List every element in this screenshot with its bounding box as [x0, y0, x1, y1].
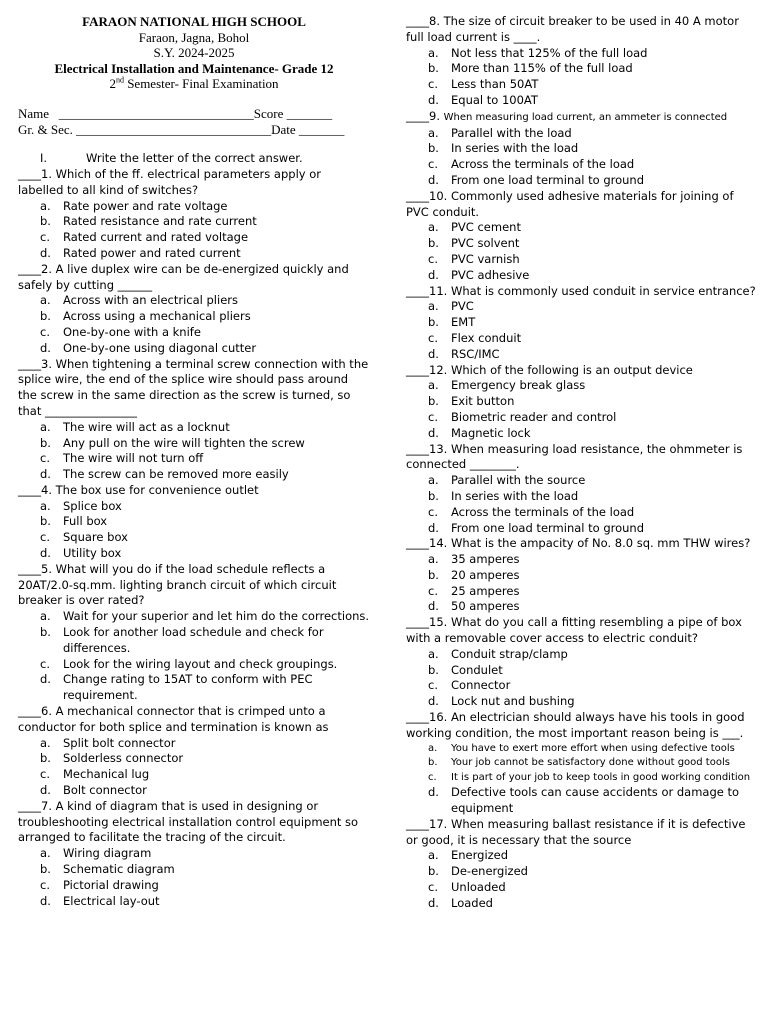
question-stem: ____10. Commonly used adhesive materials for joining of PVC conduit.	[406, 188, 734, 219]
option-letter: b.	[428, 315, 439, 330]
option-letter: a.	[40, 293, 51, 308]
question-8	[406, 14, 758, 109]
option-letter: a.	[40, 846, 51, 861]
option-letter: b.	[428, 394, 439, 409]
option-letter: b.	[428, 236, 439, 251]
option	[406, 315, 758, 331]
option-text: Across the terminals of the load	[451, 504, 635, 519]
option-letter: b.	[428, 141, 439, 156]
option-text: PVC cement	[451, 220, 521, 235]
option	[18, 325, 370, 341]
semester-title: Semester- Final Examination	[123, 76, 279, 92]
question-stem: ____1. Which of the ff. electrical parameters apply or labelled to all kind of switches?	[18, 166, 321, 197]
option	[406, 347, 758, 363]
option-letter: d.	[40, 546, 51, 561]
option	[18, 436, 370, 452]
question-stem: ____13. When measuring load resistance, the ohmmeter is connected ________.	[406, 441, 743, 472]
grade-date-field[interactable]: Gr. & Sec. ______________________________Date _______	[18, 121, 345, 137]
question-2	[18, 262, 370, 357]
option-text: You have to exert more effort when using defective tools	[451, 742, 735, 754]
option	[18, 657, 370, 673]
question-5	[18, 562, 370, 704]
option	[18, 736, 370, 752]
option-text: 35 amperes	[451, 552, 520, 567]
option-letter: c.	[40, 767, 50, 782]
option	[406, 896, 758, 912]
option-text: Look for another load schedule and check for differences.	[63, 625, 324, 655]
option-text: EMT	[451, 315, 476, 330]
question-14	[406, 536, 758, 615]
option-letter: d.	[428, 346, 439, 361]
option	[406, 46, 758, 62]
school-year: S.Y. 2024-2025	[153, 45, 235, 61]
option	[18, 309, 370, 325]
option	[18, 878, 370, 894]
option-letter: b.	[40, 435, 51, 450]
question-stem: ____12. Which of the following is an output device	[406, 362, 693, 377]
option-text: One-by-one using diagonal cutter	[63, 340, 257, 355]
option	[406, 93, 758, 109]
option-text: Flex conduit	[451, 330, 522, 345]
option	[406, 521, 758, 537]
option-text: More than 115% of the full load	[451, 61, 633, 76]
option-letter: b.	[40, 214, 51, 229]
option	[18, 672, 370, 704]
option-letter: c.	[428, 409, 438, 424]
option-text: Look for the wiring layout and check groupings.	[63, 656, 338, 671]
option-letter: d.	[428, 599, 439, 614]
option-text: Not less that 125% of the full load	[451, 45, 648, 60]
option-text: Rated power and rated current	[63, 245, 241, 260]
option	[18, 625, 370, 657]
option-list	[406, 126, 758, 189]
option-text: Equal to 100AT	[451, 92, 538, 107]
option-text: PVC solvent	[451, 236, 520, 251]
option-letter: b.	[40, 309, 51, 324]
option-text: Electrical lay-out	[63, 893, 160, 908]
option-letter: c.	[40, 877, 50, 892]
semester-number: 2	[109, 76, 116, 92]
option-text: In series with the load	[451, 488, 579, 503]
option-text: Exit button	[451, 394, 515, 409]
question-stem: ____8. The size of circuit breaker to be used in 40 A motor full load current is ____.	[406, 14, 739, 44]
question-4	[18, 483, 370, 562]
option	[406, 252, 758, 268]
option-letter: d.	[40, 783, 51, 798]
option-text: Change rating to 15AT to conform with PEC requirement.	[63, 672, 313, 703]
option-letter: a.	[428, 45, 439, 60]
option-text: Full box	[63, 514, 108, 529]
option	[406, 756, 758, 771]
option-letter: d.	[40, 672, 51, 687]
semester-line	[18, 76, 370, 92]
option	[406, 410, 758, 426]
option	[406, 331, 758, 347]
option-letter: a.	[40, 198, 51, 213]
option-letter: a.	[40, 419, 51, 434]
option	[406, 678, 758, 694]
option-text: Mechanical lug	[63, 767, 150, 782]
option-text: 50 amperes	[451, 599, 520, 614]
option-letter: d.	[428, 895, 439, 910]
option-text: PVC varnish	[451, 251, 520, 266]
spacer	[18, 137, 370, 151]
question-9	[406, 109, 758, 189]
option	[406, 61, 758, 77]
option-text: One-by-one with a knife	[63, 324, 201, 339]
option-text: Less than 50AT	[451, 77, 539, 92]
question-3	[18, 357, 370, 483]
option-text: Unloaded	[451, 879, 506, 894]
option-text: Any pull on the wire will tighten the screw	[63, 435, 305, 450]
section-heading	[18, 151, 370, 167]
question-10	[406, 189, 758, 284]
question-stem	[406, 109, 758, 126]
name-score-field[interactable]: Name ______________________________Score _______	[18, 105, 333, 121]
question-6	[18, 704, 370, 799]
option-letter: a.	[428, 552, 439, 567]
question-stem: ____2. A live duplex wire can be de-energized quickly and safely by cutting ______	[18, 261, 349, 292]
question-stem: ____5. What will you do if the load schedule reflects a 20AT/2.0-sq.mm. lighting branch circuit of which circuit breaker is over rated?	[18, 561, 337, 608]
option-list	[18, 609, 370, 704]
option	[18, 846, 370, 862]
option-text: Emergency break glass	[451, 378, 586, 393]
option	[18, 214, 370, 230]
option	[18, 230, 370, 246]
option-text: Pictorial drawing	[63, 877, 159, 892]
option	[18, 293, 370, 309]
option-letter: c.	[428, 583, 438, 598]
option-text: Across with an electrical pliers	[63, 293, 238, 308]
option-text: Across using a mechanical pliers	[63, 309, 251, 324]
school-address: Faraon, Jagna, Bohol	[138, 29, 250, 45]
option-list	[406, 552, 758, 615]
option	[406, 157, 758, 173]
option-text: PVC	[451, 299, 474, 314]
option-letter: c.	[428, 771, 437, 783]
option-list	[18, 736, 370, 799]
spacer	[18, 92, 370, 106]
option-list	[18, 499, 370, 562]
option	[18, 767, 370, 783]
question-stem: ____3. When tightening a terminal screw connection with the splice wire, the end of the splice wire should pass around the screw in the same direction as the screw is turned, so that ________________	[18, 356, 369, 418]
option-text: Magnetic lock	[451, 425, 531, 440]
option-text: Conduit strap/clamp	[451, 646, 568, 661]
option-text: Parallel with the load	[451, 125, 572, 140]
option	[406, 126, 758, 142]
option-letter: c.	[40, 451, 50, 466]
option-text: Across the terminals of the load	[451, 157, 635, 172]
option-letter: c.	[428, 251, 438, 266]
option-list	[406, 299, 758, 362]
option-text: Energized	[451, 848, 509, 863]
option-letter: d.	[428, 520, 439, 535]
option	[406, 663, 758, 679]
option	[18, 546, 370, 562]
option-text: Square box	[63, 530, 128, 545]
option-text: The wire will not turn off	[63, 451, 204, 466]
option-letter: a.	[428, 125, 439, 140]
option-letter: b.	[428, 61, 439, 76]
option-letter: d.	[428, 172, 439, 187]
option	[406, 426, 758, 442]
option-letter: c.	[428, 157, 438, 172]
option-list	[18, 293, 370, 356]
option-text: De-energized	[451, 864, 528, 879]
option-letter: b.	[40, 751, 51, 766]
option-letter: c.	[40, 324, 50, 339]
option-letter: a.	[40, 609, 51, 624]
option	[406, 785, 758, 817]
option	[18, 894, 370, 910]
option-list	[406, 220, 758, 283]
option	[18, 451, 370, 467]
option	[18, 514, 370, 530]
option-letter: c.	[428, 879, 438, 894]
option	[18, 467, 370, 483]
option-letter: b.	[40, 862, 51, 877]
option-letter: c.	[40, 530, 50, 545]
option-text: Loaded	[451, 895, 493, 910]
option	[406, 378, 758, 394]
option-text: Bolt connector	[63, 783, 147, 798]
option	[406, 268, 758, 284]
option-text: Rate power and rate voltage	[63, 198, 228, 213]
option-letter: b.	[428, 488, 439, 503]
question-12	[406, 363, 758, 442]
question-stem: ____7. A kind of diagram that is used in designing or troubleshooting electrical installation control equipment so arranged to facilitate the tracing of the circuit.	[18, 798, 359, 845]
option-letter: a.	[428, 220, 439, 235]
option	[406, 880, 758, 896]
option-text: Splice box	[63, 498, 122, 513]
option-text: Wait for your superior and let him do the corrections.	[63, 609, 370, 624]
option-text: Parallel with the source	[451, 473, 586, 488]
option-letter: b.	[428, 864, 439, 879]
option-list	[18, 199, 370, 262]
option-text: From one load terminal to ground	[451, 520, 645, 535]
option	[406, 864, 758, 880]
question-15	[406, 615, 758, 710]
option-letter: b.	[428, 662, 439, 677]
option	[406, 599, 758, 615]
option-letter: d.	[428, 425, 439, 440]
option-list	[406, 378, 758, 441]
option-letter: d.	[40, 893, 51, 908]
option-text: 20 amperes	[451, 567, 520, 582]
option	[406, 505, 758, 521]
option-letter: b.	[428, 757, 438, 769]
question-number: ____9.	[406, 108, 444, 123]
question-13	[406, 442, 758, 537]
option	[18, 751, 370, 767]
option	[406, 742, 758, 757]
option-letter: a.	[428, 646, 439, 661]
option	[406, 173, 758, 189]
subject-title: Electrical Installation and Maintenance- Grade 12	[54, 60, 334, 76]
option-letter: a.	[428, 378, 439, 393]
option-text: RSC/IMC	[451, 346, 500, 361]
option-letter: b.	[40, 514, 51, 529]
school-name: FARAON NATIONAL HIGH SCHOOL	[82, 14, 306, 29]
question-11	[406, 284, 758, 363]
option-text: Schematic diagram	[63, 862, 175, 877]
option-text: Split bolt connector	[63, 735, 176, 750]
option-letter: d.	[40, 340, 51, 355]
option-text: Condulet	[451, 662, 503, 677]
option	[406, 848, 758, 864]
option-letter: c.	[428, 330, 438, 345]
question-7	[18, 799, 370, 910]
question-stem: ____14. What is the ampacity of No. 8.0 sq. mm THW wires?	[406, 536, 751, 551]
option	[18, 783, 370, 799]
option-text: The wire will act as a locknut	[63, 419, 230, 434]
option	[406, 77, 758, 93]
option-list	[406, 848, 758, 911]
option-letter: c.	[428, 678, 438, 693]
option	[406, 489, 758, 505]
question-16	[406, 710, 758, 817]
option-text: 25 amperes	[451, 583, 520, 598]
option-text: Rated current and rated voltage	[63, 230, 249, 245]
option-text: Rated resistance and rate current	[63, 214, 257, 229]
option-list	[406, 742, 758, 817]
option-letter: c.	[428, 504, 438, 519]
option-text: Solderless connector	[63, 751, 184, 766]
option	[18, 862, 370, 878]
option-letter: d.	[428, 785, 439, 800]
option	[18, 420, 370, 436]
question-text: When measuring load current, an ammeter is connected	[443, 111, 728, 123]
option	[406, 299, 758, 315]
option-letter: a.	[40, 735, 51, 750]
option-letter: a.	[428, 742, 438, 754]
section-instruction: Write the letter of the correct answer.	[86, 151, 303, 166]
left-column	[18, 14, 370, 909]
option-letter: a.	[428, 299, 439, 314]
option-letter: b.	[428, 567, 439, 582]
option	[18, 609, 370, 625]
option-list	[406, 647, 758, 710]
option-list	[406, 46, 758, 109]
option-text: From one load terminal to ground	[451, 172, 645, 187]
section-number: I.	[40, 151, 48, 166]
option	[18, 341, 370, 357]
option	[406, 236, 758, 252]
option	[18, 246, 370, 262]
option	[406, 568, 758, 584]
option-letter: d.	[40, 245, 51, 260]
option-text: Utility box	[63, 546, 122, 561]
option	[406, 552, 758, 568]
option-letter: c.	[40, 230, 50, 245]
option-letter: d.	[428, 267, 439, 282]
right-column	[406, 14, 758, 912]
option-text: Your job cannot be satisfactory done without good tools	[451, 757, 730, 769]
option-letter: a.	[40, 498, 51, 513]
question-stem: ____16. An electrician should always have his tools in good working condition, the most important reason being is ___.	[406, 710, 745, 740]
option-letter: d.	[428, 92, 439, 107]
option-letter: b.	[40, 625, 51, 640]
option-letter: d.	[40, 467, 51, 482]
question-17	[406, 817, 758, 912]
option	[406, 220, 758, 236]
option-list	[18, 846, 370, 909]
question-1	[18, 167, 370, 262]
option	[406, 394, 758, 410]
option	[406, 473, 758, 489]
option-letter: a.	[428, 848, 439, 863]
question-stem: ____17. When measuring ballast resistance if it is defective or good, it is necessary that the source	[406, 816, 746, 847]
option-list	[18, 420, 370, 483]
option-text: PVC adhesive	[451, 267, 530, 282]
option	[406, 771, 758, 786]
option-text: Defective tools can cause accidents or damage to equipment	[451, 785, 740, 815]
option-text: Biometric reader and control	[451, 409, 617, 424]
option-letter: d.	[428, 694, 439, 709]
option	[406, 584, 758, 600]
option-list	[406, 473, 758, 536]
semester-suffix: nd	[115, 76, 124, 86]
option	[406, 694, 758, 710]
option	[406, 647, 758, 663]
option-text: Connector	[451, 678, 511, 693]
option	[18, 199, 370, 215]
question-stem: ____6. A mechanical connector that is crimped unto a conductor for both splice and termination is known as	[18, 704, 329, 734]
option-letter: c.	[40, 656, 50, 671]
question-stem: ____11. What is commonly used conduit in service entrance?	[406, 283, 756, 298]
option-text: In series with the load	[451, 141, 579, 156]
option	[406, 141, 758, 157]
option-text: Wiring diagram	[63, 846, 152, 861]
option-text: Lock nut and bushing	[451, 694, 575, 709]
option-text: It is part of your job to keep tools in good working condition	[451, 771, 751, 783]
option	[18, 530, 370, 546]
option-letter: c.	[428, 77, 438, 92]
option	[18, 499, 370, 515]
option-text: The screw can be removed more easily	[63, 467, 289, 482]
option-letter: a.	[428, 473, 439, 488]
question-stem: ____4. The box use for convenience outlet	[18, 482, 259, 497]
question-stem: ____15. What do you call a fitting resembling a pipe of box with a removable cover access to electric conduit?	[406, 615, 742, 646]
